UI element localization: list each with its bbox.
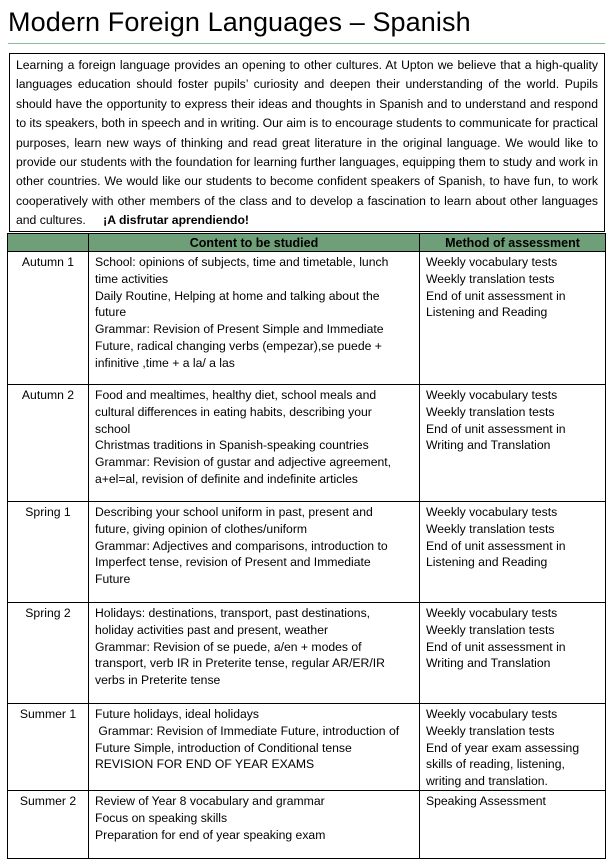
content-cell: [89, 385, 420, 502]
content-line: future, giving opinion of clothes/uniform: [95, 521, 308, 536]
assessment-line: End of unit assessment in: [426, 421, 566, 436]
intro-text: Learning a foreign language provides an opening to other cultures. At Upton we believe that a high-quality languages education should foster pupils’ curiosity and deepen their understanding of the world. Pupils should have the opportunity to express their ideas and thoughts in Spanish and to understand and respond to its speakers, both in speech and in writing. Our aim is to encourage students to communicate for practical purposes, learn new ways of thinking and read great literature in the original language. We would like to provide our students with the foundation for learning further languages, equipping them to study and work in other countries. We would like our students to become confident speakers of Spanish, to have fun, to work cooperatively with other members of the class and to develop a fascination to learn about other languages and cultures.: [16, 58, 598, 228]
assessment-line: End of unit assessment in: [426, 288, 566, 303]
assessment-cell: [420, 502, 606, 603]
assessment-cell: [420, 704, 606, 791]
term-cell: Autumn 2: [8, 385, 89, 502]
content-cell: [89, 790, 420, 858]
assessment-cell: [420, 252, 606, 385]
assessment-line: Listening and Reading: [426, 555, 548, 570]
content-cell: [89, 252, 420, 385]
assessment-line: writing and translation.: [426, 774, 548, 789]
content-line: Grammar: Revision of gustar and adjective agreement,: [95, 455, 392, 470]
assessment-line: Weekly vocabulary tests: [426, 606, 558, 620]
content-line: Future holidays, ideal holidays: [95, 707, 259, 721]
content-line: Future Simple, introduction of Conditional tense: [95, 740, 352, 755]
assessment-line: Listening and Reading: [426, 305, 548, 320]
assessment-line: Writing and Translation: [426, 438, 551, 453]
term-cell: Summer 2: [8, 790, 89, 858]
assessment-line: Writing and Translation: [426, 656, 551, 671]
assessment-line: Weekly vocabulary tests: [426, 388, 558, 402]
table-row: [8, 790, 606, 858]
content-line: cultural differences in eating habits, describing your: [95, 404, 372, 419]
content-line: Grammar: Adjectives and comparisons, introduction to: [95, 538, 388, 553]
content-line: Holidays: destinations, transport, past destinations,: [95, 606, 371, 620]
assessment-line: Weekly vocabulary tests: [426, 707, 558, 721]
content-cell: [89, 603, 420, 704]
assessment-cell: [420, 603, 606, 704]
content-line: Christmas traditions in Spanish-speaking countries: [95, 438, 369, 453]
assessment-line: Speaking Assessment: [426, 793, 546, 808]
assessment-line: End of unit assessment in: [426, 639, 566, 654]
content-cell: [89, 502, 420, 603]
assessment-line: Weekly vocabulary tests: [426, 505, 558, 519]
content-cell: [89, 704, 420, 791]
header-assessment: Method of assessment: [420, 234, 606, 252]
content-line: REVISION FOR END OF YEAR EXAMS: [95, 757, 315, 772]
term-cell: Summer 1: [8, 704, 89, 791]
content-line: Grammar: Revision of Immediate Future, introduction of: [95, 723, 400, 738]
content-line: Review of Year 8 vocabulary and grammar: [95, 793, 325, 808]
content-line: future: [95, 305, 127, 320]
content-line: infinitive ,time + a la/ a las: [95, 355, 235, 370]
content-line: Preparation for end of year speaking exam: [95, 827, 326, 842]
table-row: [8, 385, 606, 502]
table-row: [8, 704, 606, 791]
assessment-line: Weekly translation tests: [426, 723, 555, 738]
header-term: [8, 234, 89, 252]
assessment-line: Weekly translation tests: [426, 521, 555, 536]
content-line: school: [95, 421, 131, 436]
curriculum-table: [7, 233, 606, 859]
content-line: time activities: [95, 271, 169, 286]
assessment-cell: [420, 385, 606, 502]
assessment-line: Weekly translation tests: [426, 271, 555, 286]
content-line: Imperfect tense, revision of Present and Immediate: [95, 555, 371, 570]
content-line: a+el=al, revision of definite and indefinite articles: [95, 471, 358, 486]
term-cell: Spring 2: [8, 603, 89, 704]
content-line: holiday activities past and present, weather: [95, 622, 329, 637]
table-header-row: [8, 234, 606, 252]
intro-box: [9, 53, 605, 232]
content-line: verbs in Preterite tense: [95, 673, 221, 688]
content-line: Future: [95, 572, 131, 587]
assessment-cell: [420, 790, 606, 858]
assessment-line: Weekly translation tests: [426, 622, 555, 637]
assessment-line: End of year exam assessing: [426, 740, 580, 755]
term-cell: Spring 1: [8, 502, 89, 603]
term-cell: Autumn 1: [8, 252, 89, 385]
assessment-line: End of unit assessment in: [426, 538, 566, 553]
content-line: Describing your school uniform in past, present and: [95, 505, 373, 519]
table-row: [8, 252, 606, 385]
content-line: Daily Routine, Helping at home and talking about the: [95, 288, 380, 303]
content-line: School: opinions of subjects, time and timetable, lunch: [95, 255, 389, 269]
table-row: [8, 603, 606, 704]
table-row: [8, 502, 606, 603]
assessment-line: Weekly vocabulary tests: [426, 255, 558, 269]
header-content: Content to be studied: [89, 234, 420, 252]
content-line: Food and mealtimes, healthy diet, school meals and: [95, 388, 377, 402]
intro-motto: ¡A disfrutar aprendiendo!: [103, 213, 249, 228]
content-line: Future, radical changing verbs (empezar),se puede +: [95, 338, 382, 353]
content-line: transport, verb IR in Preterite tense, regular AR/ER/IR: [95, 656, 385, 671]
title-underline: [8, 43, 605, 44]
assessment-line: skills of reading, listening,: [426, 757, 565, 772]
page-title: Modern Foreign Languages – Spanish: [8, 7, 471, 37]
assessment-line: Weekly translation tests: [426, 404, 555, 419]
content-line: Grammar: Revision of Present Simple and Immediate: [95, 322, 384, 337]
content-line: Focus on speaking skills: [95, 810, 228, 825]
content-line: Grammar: Revision of se puede, a/en + modes of: [95, 639, 362, 654]
